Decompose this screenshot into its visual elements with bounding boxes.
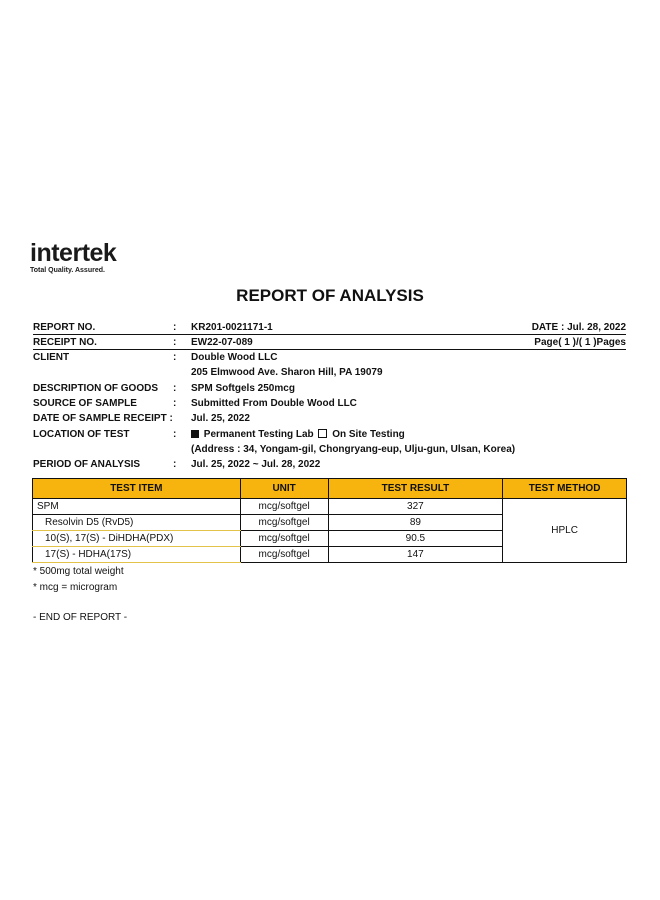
permanent-lab-option: Permanent Testing Lab (203, 429, 314, 440)
period-label: PERIOD OF ANALYSIS (33, 459, 141, 470)
unchecked-box-icon (318, 429, 327, 438)
unit: mcg/softgel (240, 499, 328, 515)
receipt-date-label: DATE OF SAMPLE RECEIPT : (33, 413, 173, 424)
test-result: 90.5 (328, 531, 503, 547)
location-label: LOCATION OF TEST (33, 429, 130, 440)
unit: mcg/softgel (240, 515, 328, 531)
table-header-row (33, 479, 627, 499)
receipt-no-value: EW22-07-089 (191, 337, 253, 348)
client-name: Double Wood LLC (191, 352, 278, 363)
end-of-report: - END OF REPORT - (33, 612, 128, 623)
report-no-value: KR201-0021171-1 (191, 322, 273, 333)
receipt-no-label: RECEIPT NO. (33, 337, 97, 348)
divider (33, 349, 626, 350)
header-unit: UNIT (240, 479, 328, 499)
header-test-method: TEST METHOD (503, 479, 627, 499)
source-value: Submitted From Double Wood LLC (191, 398, 357, 409)
footnotes (33, 564, 124, 596)
description-value: SPM Softgels 250mcg (191, 383, 295, 394)
test-result: 327 (328, 499, 503, 515)
location-options (191, 427, 405, 442)
logo-tagline: Total Quality. Assured. (30, 267, 105, 274)
checked-box-icon (191, 430, 199, 438)
source-label: SOURCE OF SAMPLE (33, 398, 137, 409)
intertek-logo (30, 240, 116, 274)
period-value: Jul. 25, 2022 ~ Jul. 28, 2022 (191, 459, 321, 470)
test-method: HPLC (503, 499, 627, 563)
test-item: 10(S), 17(S) - DiHDHA(PDX) (33, 531, 241, 547)
header-test-result: TEST RESULT (328, 479, 503, 499)
page-count: Page( 1 )/( 1 )Pages (534, 337, 626, 348)
test-result: 147 (328, 547, 503, 563)
logo-wordmark: intertek (30, 239, 117, 267)
receipt-date-value: Jul. 25, 2022 (191, 413, 250, 424)
results-table (32, 478, 627, 563)
test-item: SPM (33, 499, 241, 515)
footnote: * mcg = microgram (33, 582, 118, 593)
unit: mcg/softgel (240, 547, 328, 563)
test-result: 89 (328, 515, 503, 531)
unit: mcg/softgel (240, 531, 328, 547)
test-item: Resolvin D5 (RvD5) (33, 515, 241, 531)
test-item: 17(S) - HDHA(17S) (33, 547, 241, 563)
footnote: * 500mg total weight (33, 566, 124, 577)
header-test-item: TEST ITEM (33, 479, 241, 499)
page-title: REPORT OF ANALYSIS (236, 286, 424, 305)
client-address: 205 Elmwood Ave. Sharon Hill, PA 19079 (191, 367, 383, 378)
location-address: (Address : 34, Yongam-gil, Chongryang-eup, Ulju-gun, Ulsan, Korea) (191, 444, 516, 455)
onsite-option: On Site Testing (332, 429, 405, 440)
table-row (33, 499, 627, 515)
client-label: CLIENT (33, 352, 70, 363)
description-label: DESCRIPTION OF GOODS (33, 383, 159, 394)
report-no-label: REPORT NO. (33, 322, 96, 333)
report-date: DATE : Jul. 28, 2022 (531, 322, 626, 333)
